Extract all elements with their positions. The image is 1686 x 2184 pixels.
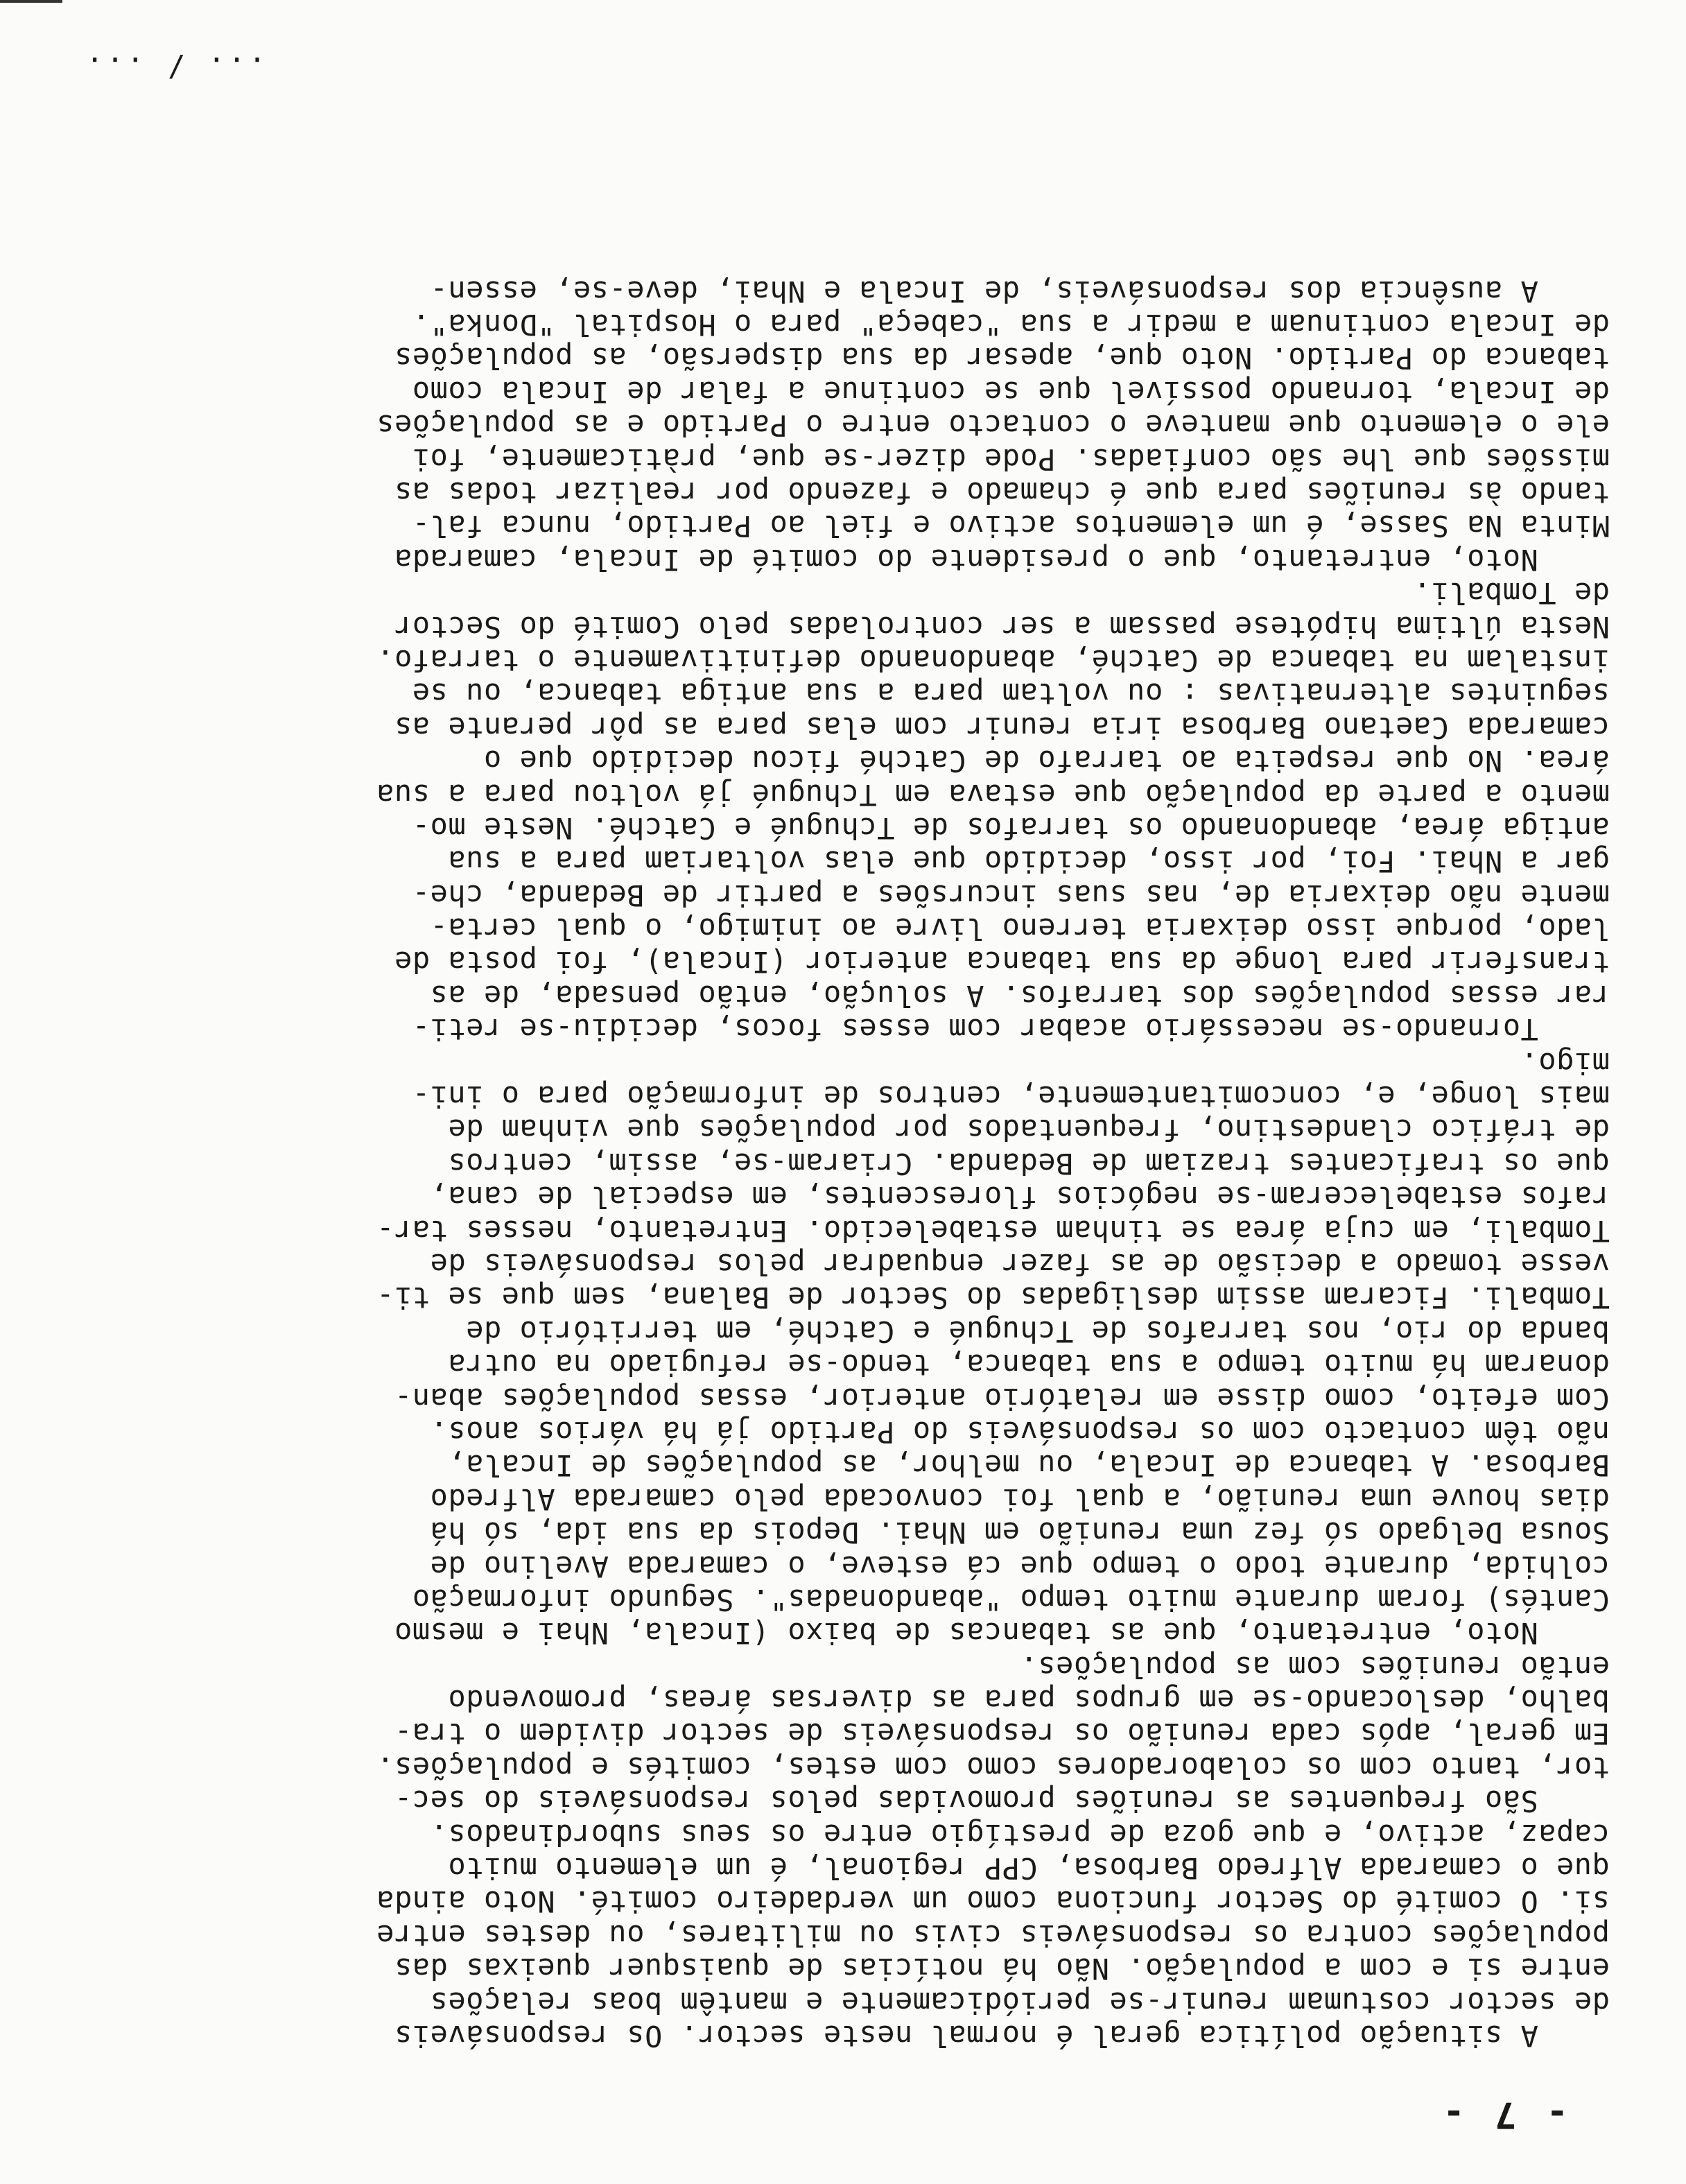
text-line: banda do rio, nos tarrafos de Tchugué e Catché, em território de bbox=[465, 1314, 1610, 1349]
text-line: balho, deslocando-se em grupos para as diversas áreas, promovendo bbox=[447, 1683, 1610, 1718]
text-line: área. No que respeita ao tarrafo de Catché ficou decidido que o bbox=[483, 744, 1610, 779]
text-line: de Incala continuam a medir a sua "cabeça" para o Hospital "Donka". bbox=[412, 308, 1610, 343]
text-line: camarada Caetano Barbosa iria reunir com elas para as pôr perante as bbox=[394, 710, 1610, 745]
text-line: então reuniões com as populações. bbox=[1020, 1649, 1610, 1684]
text-line: si. O comité do Sector funciona como um verdadeiro comité. Noto ainda bbox=[376, 1884, 1610, 1919]
text-line: A ausência dos responsáveis, de Incala e Nhai, deve-se, essen- bbox=[430, 274, 1610, 309]
scan-edge-mark bbox=[0, 0, 62, 3]
text-line: que o camarada Alfredo Barbosa, CPP regional, é um elemento muito bbox=[447, 1851, 1610, 1886]
text-line: tando às reuniões para que é chamado e fazendo por realizar todas as bbox=[394, 476, 1610, 510]
text-line: São frequentes as reuniões promovidas pelos responsáveis do sec- bbox=[394, 1784, 1610, 1819]
text-line: Tombali. Ficaram assim desligadas do Sector de Balana, sem que se ti- bbox=[376, 1281, 1610, 1315]
text-line: donaram há muito tempo a sua tabanca, tendo-se refugiado na outra bbox=[447, 1348, 1610, 1383]
report-body-text bbox=[36, 274, 1610, 2052]
text-line: migo. bbox=[1520, 1046, 1610, 1080]
text-line: transferir para longe da sua tabanca anterior (Incala), foi posta de bbox=[394, 945, 1610, 980]
text-line: mento a parte da população que estava em Tchugué já voltou para a sua bbox=[376, 777, 1610, 812]
text-line: colhida, durante todo o tempo que cá esteve, o camarada Avelino de bbox=[430, 1549, 1610, 1584]
text-line: capaz, activo, e que goza de prestígio entre os seus subordinados. bbox=[430, 1817, 1610, 1852]
text-line: populações contra os responsáveis civis ou militares, ou destes entre bbox=[376, 1918, 1610, 1952]
text-line: Tombali, em cuja área se tinham estabelecido. Entretanto, nesses tar- bbox=[376, 1213, 1610, 1248]
text-line: Noto, entretanto, que o presidente do comité de Incala, camarada bbox=[394, 542, 1610, 577]
text-line: vesse tomado a decisão de as fazer enquadrar pelos responsáveis de bbox=[430, 1247, 1610, 1282]
text-line: entre si e com a população. Não há notícias de quaisquer queixas das bbox=[394, 1952, 1610, 1986]
text-line: seguintes alternativas : ou voltam para a sua antiga tabanca, ou se bbox=[412, 677, 1610, 711]
text-line: não têm contacto com os responsáveis do Partido já há vários anos. bbox=[430, 1414, 1610, 1449]
text-line: Tornando-se necessário acabar com esses focos, decidiu-se reti- bbox=[412, 1012, 1610, 1047]
text-line: Sousa Delgado só fez uma reunião em Nhai. Depois da sua ida, só há bbox=[430, 1516, 1610, 1550]
text-line: mente não deixaria de, nas suas incursões a partir de Bedanda, che- bbox=[412, 878, 1610, 912]
text-line: missões que lhe são confiadas. Pode dizer-se que, pràticamente, foi bbox=[412, 442, 1610, 476]
text-line: de tráfico clandestino, frequentados por populações que vinham de bbox=[447, 1113, 1610, 1147]
text-line: Barbosa. A tabanca de Incala, ou melhor, as populações de Incala, bbox=[447, 1448, 1610, 1483]
text-line: Nesta última hipótese passam a ser controladas pelo Comité do Sector bbox=[394, 609, 1610, 644]
text-line: de Tombali. bbox=[1413, 576, 1610, 611]
text-line: mais longe, e, concomitantemente, centros de informação para o ini- bbox=[412, 1080, 1610, 1114]
text-line: tabanca do Partido. Noto que, apesar da sua dispersão, as populações bbox=[394, 341, 1610, 376]
continuation-marker: ... / ... bbox=[83, 51, 266, 85]
text-line: que os traficantes traziam de Bedanda. Criaram-se, assim, centros bbox=[447, 1146, 1610, 1181]
text-line: gar a Nhai. Foi, por isso, decidido que elas voltariam para a sua bbox=[447, 844, 1610, 879]
text-line: ele o elemento que manteve o contacto entre o Partido e as populações bbox=[376, 408, 1610, 443]
text-line: lado, porque isso deixaria terreno livre ao inimigo, o qual certa- bbox=[430, 912, 1610, 946]
text-line: Noto, entretanto, que as tabancas de baixo (Incala, Nhai e mesmo bbox=[394, 1616, 1610, 1651]
text-line: dias houve uma reunião, a qual foi convocada pelo camarada Alfredo bbox=[430, 1482, 1610, 1516]
text-line: rar essas populações dos tarrafos. A solução, então pensada, de as bbox=[430, 978, 1610, 1013]
text-line: de sector costumam reunir-se periódicamente e mantêm boas relações bbox=[430, 1985, 1610, 2020]
text-line: Em geral, após cada reunião os responsáveis de sector dividem o tra- bbox=[394, 1717, 1610, 1751]
text-line: instalam na tabanca de Catché, abandonando definitivamente o tarrafo. bbox=[376, 643, 1610, 677]
text-line: Com efeito, como disse em relatório anterior, essas populações aban- bbox=[394, 1381, 1610, 1416]
text-line: de Incala, tornando possível que se continue a falar de Incala como bbox=[412, 374, 1610, 409]
text-line: tor, tanto com os colaboradores como com estes, comités e populações. bbox=[376, 1750, 1610, 1785]
text-line: A situação política geral é normal neste sector. Os responsáveis bbox=[394, 2019, 1610, 2053]
text-line: rafos estabeleceram-se negócios florescentes, em especial de cana, bbox=[430, 1180, 1610, 1215]
text-line: Minta Na Sasse, é um elementos activo e fiel ao Partido, nunca fal- bbox=[412, 509, 1610, 544]
text-line: Cantés) foram durante muito tempo "abandonadas". Segundo informação bbox=[412, 1582, 1610, 1617]
page-number: - 7 - bbox=[1439, 2094, 1568, 2135]
text-line: antiga área, abandonando os tarrafos de Tchugué e Catché. Neste mo- bbox=[412, 811, 1610, 845]
